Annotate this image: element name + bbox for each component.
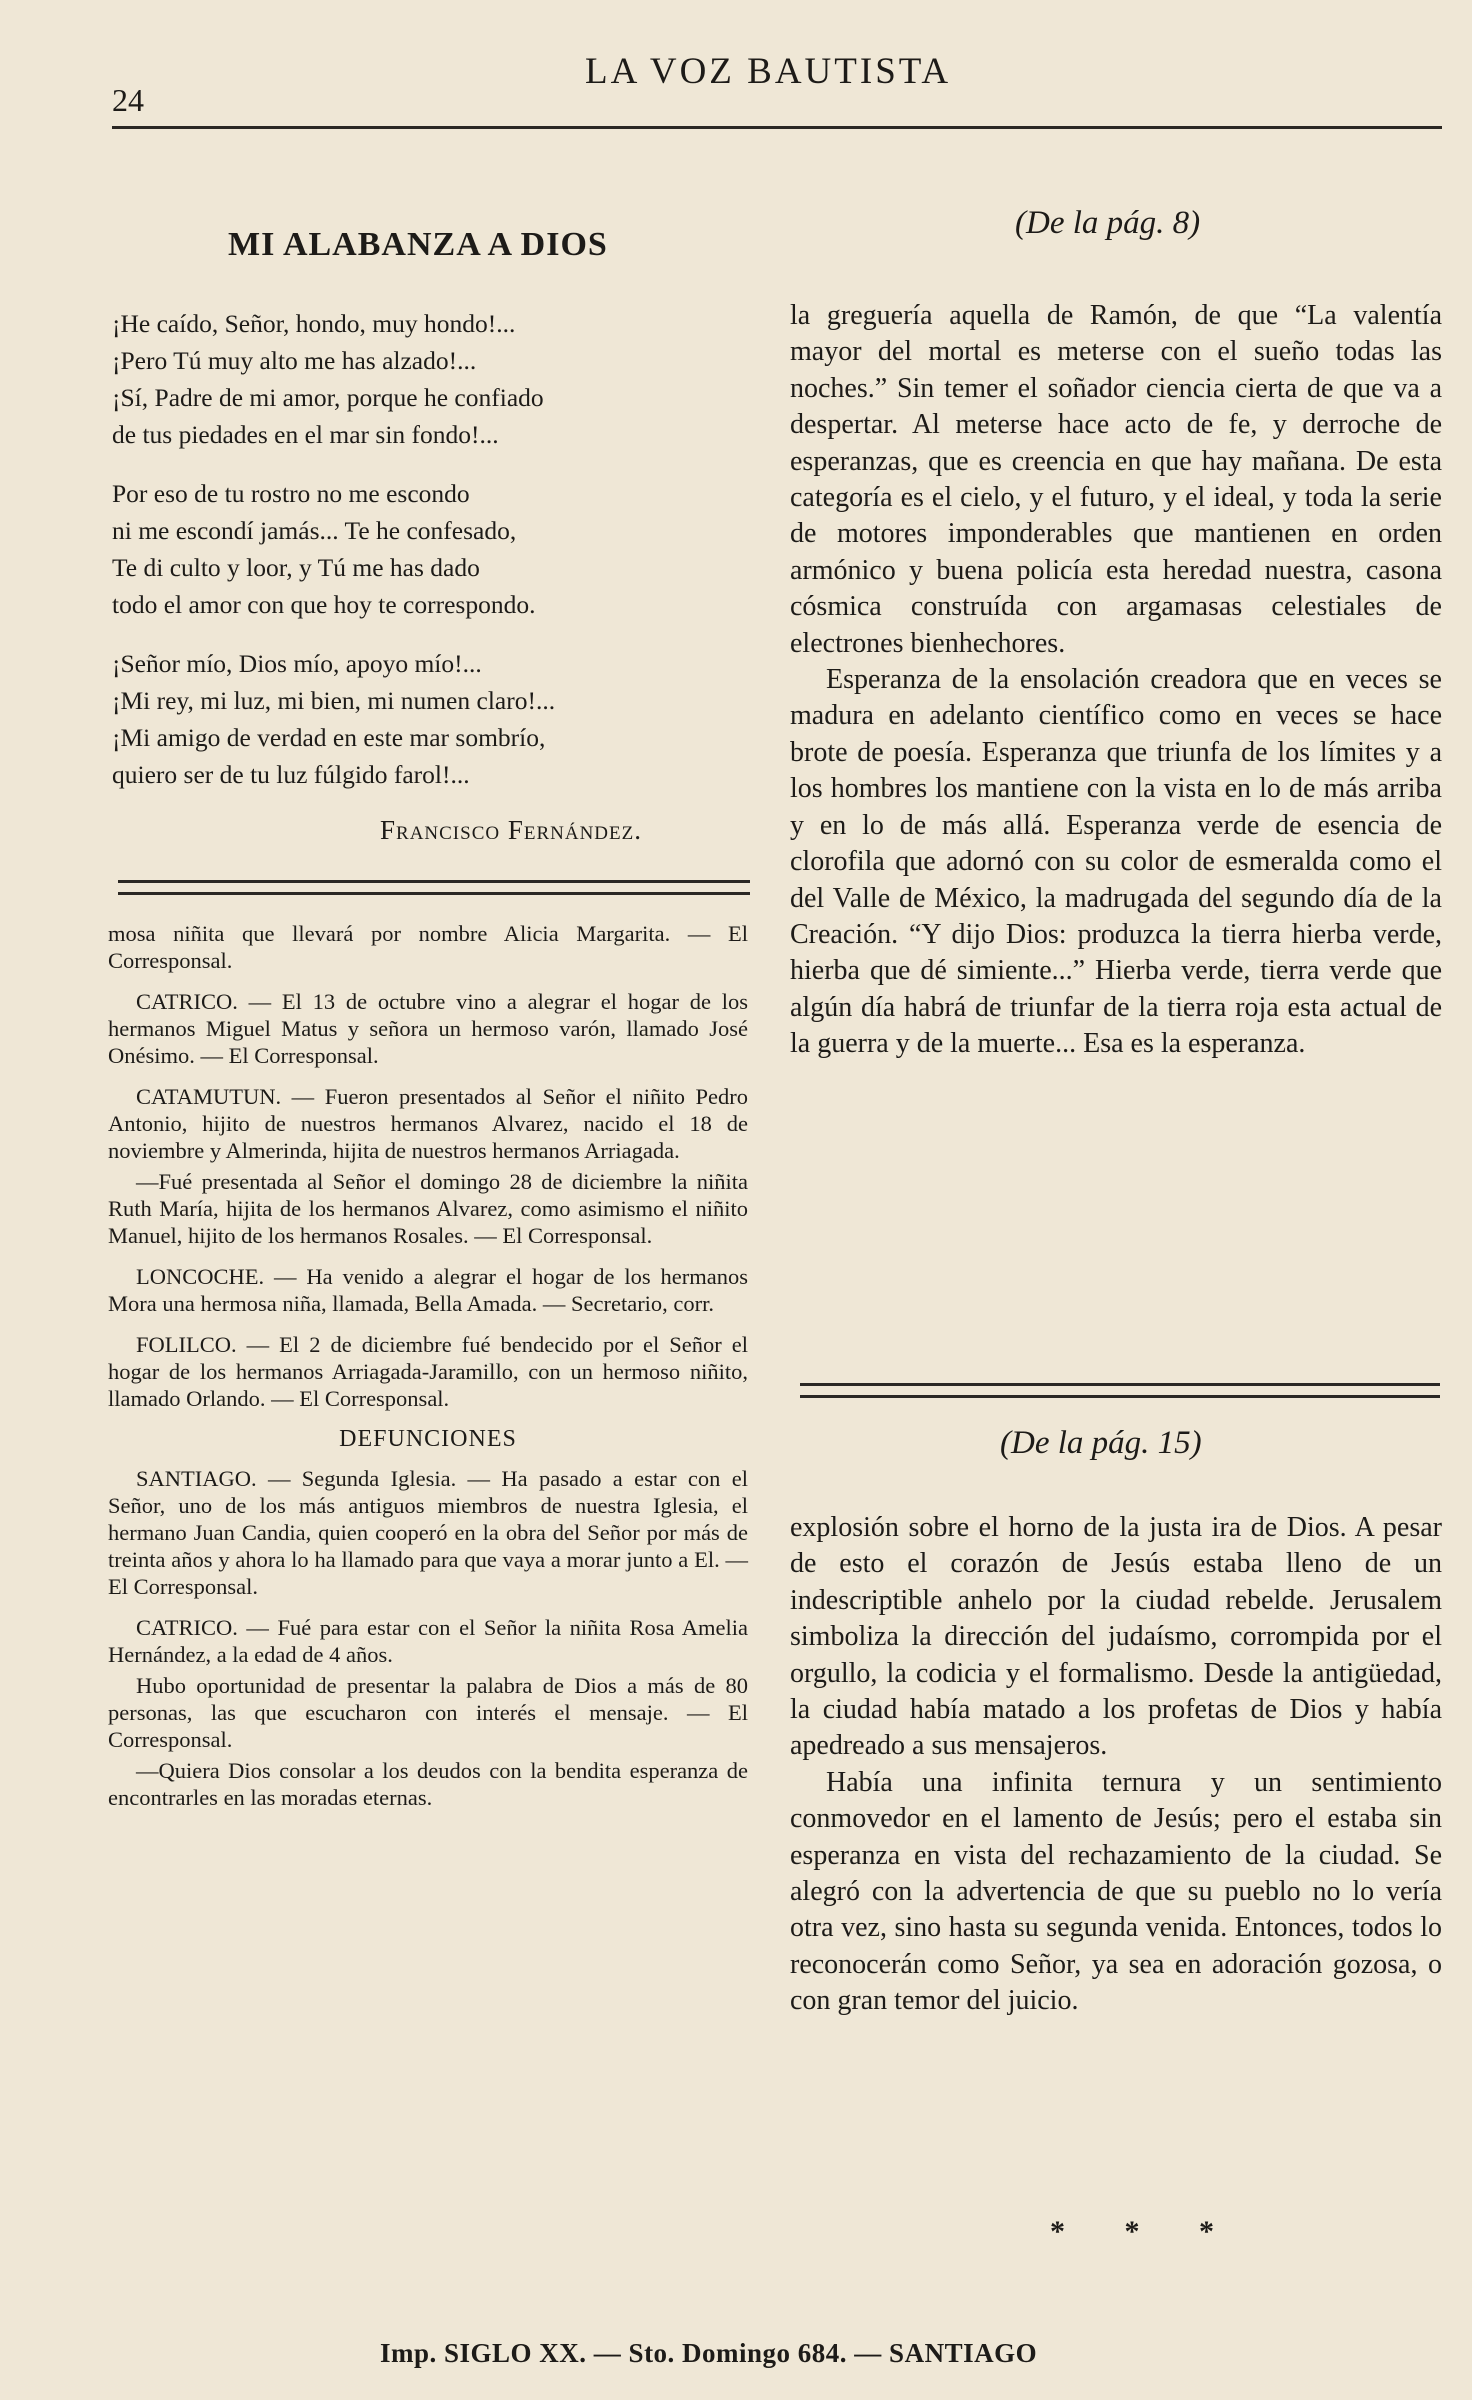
- poem-stanza: [112, 305, 752, 453]
- header-rule: [112, 126, 1442, 129]
- poem-line: ¡Mi rey, mi luz, mi bien, mi numen claro!...: [112, 686, 556, 715]
- article-paragraph: Había una infinita ternura y un sentimiento conmovedor en el lamento de Jesús; pero el estaba sin esperanza en vista del rechazamiento de la ciudad. Se alegró con la advertencia de que su pueblo no lo vería otra vez, sino hasta su segunda venida. Entonces, todos lo reconocerán como Señor, ya sea en adoración gozosa, o con gran temor del juicio.: [790, 1766, 1442, 2017]
- poem-line: quiero ser de tu luz fúlgido farol!...: [112, 760, 470, 789]
- news-item: CATAMUTUN. — Fueron presentados al Señor el niñito Pedro Antonio, hijito de nuestros hermanos Alvarez, nacido el 18 de noviembre y Almerinda, hijita de nuestros hermanos Arriagada.: [108, 1084, 748, 1163]
- article-paragraph: la greguería aquella de Ramón, de que “La valentía mayor del mortal es meterse con el sueño todas las noches.” Sin temer el soñador ciencia cierta de que va a despertar. Al meterse hace acto de fe, y derroche de esperanzas, que es creencia en que hay mañana. De esta categoría es el cielo, y el futuro, y el ideal, y toda la serie de motores imponderables que mantienen en orden armónico y buena policía esta heredad nuestra, casona cósmica construída con argamasas celestiales de electrones bienhechores.: [790, 300, 1442, 659]
- article-paragraph: Esperanza de la ensolación creadora que en veces se madura en adelanto científico como en veces se hace brote de poesía. Esperanza que triunfa de los límites y a los hombres los mantiene con la vista en lo de más arriba y en lo de más allá. Esperanza verde de esencia de clorofila que adornó con su color de esmeralda como el del Valle de México, la madrugada del segundo día de la Creación. “Y dijo Dios: produzca la tierra hierba verde, hierba que dé simiente...” Hierba verde, tierra verde que algún día habrá de triunfar de la tierra roja esta actual de la guerra y de la muerte... Esa es la esperanza.: [790, 664, 1442, 1060]
- poem-line: ¡Mi amigo de verdad en este mar sombrío,: [112, 723, 546, 752]
- poem-line: ¡Sí, Padre de mi amor, porque he confiado: [112, 383, 544, 412]
- poem-line: ni me escondí jamás... Te he confesado,: [112, 516, 517, 545]
- poem-line: ¡Señor mío, Dios mío, apoyo mío!...: [112, 649, 482, 678]
- poem-line: todo el amor con que hoy te correspondo.: [112, 590, 536, 619]
- defunciones-heading: DEFUNCIONES: [339, 1426, 517, 1452]
- page-number: 24: [112, 82, 144, 118]
- section-ornament: * * *: [1050, 2215, 1240, 2248]
- news-item: LONCOCHE. — Ha venido a alegrar el hogar de los hermanos Mora una hermosa niña, llamada, Bella Amada. — Secretario, corr.: [108, 1264, 748, 1316]
- poem-line: ¡Pero Tú muy alto me has alzado!...: [112, 346, 477, 375]
- poem-line: ¡He caído, Señor, hondo, muy hondo!...: [112, 309, 516, 338]
- poem-line: de tus piedades en el mar sin fondo!...: [112, 420, 499, 449]
- poem-line: Por eso de tu rostro no me escondo: [112, 479, 470, 508]
- poem-line: Te di culto y loor, y Tú me has dado: [112, 553, 480, 582]
- poem-stanza: [112, 645, 752, 793]
- continuation-ref-15: (De la pág. 15): [1000, 1425, 1202, 1461]
- section-divider: [118, 880, 750, 895]
- continuation-ref-8: (De la pág. 8): [1015, 205, 1201, 241]
- article-continuation-15: [790, 1510, 1442, 2020]
- news-item: FOLILCO. — El 2 de diciembre fué bendecido por el Señor el hogar de los hermanos Arriagada-Jaramillo, con un hermoso niñito, llamado Orlando. — El Corresponsal.: [108, 1332, 748, 1411]
- news-item: mosa niñita que llevará por nombre Alicia Margarita. — El Corresponsal.: [108, 921, 748, 973]
- death-notice: Hubo oportunidad de presentar la palabra de Dios a más de 80 personas, las que escucharon con interés el mensaje. — El Corresponsal.: [108, 1673, 748, 1752]
- article-continuation-8: [790, 298, 1442, 1063]
- poem-author: Francisco Fernández.: [380, 815, 642, 845]
- section-divider: [800, 1383, 1440, 1398]
- poem-stanza: [112, 475, 752, 623]
- news-item: CATRICO. — El 13 de octubre vino a alegrar el hogar de los hermanos Miguel Matus y señora un hermoso varón, llamado José Onésimo. — El Corresponsal.: [108, 989, 748, 1068]
- news-column: [108, 920, 748, 1825]
- death-notice: —Quiera Dios consolar a los deudos con la bendita esperanza de encontrarles en las moradas eternas.: [108, 1758, 748, 1810]
- article-paragraph: explosión sobre el horno de la justa ira de Dios. A pesar de esto el corazón de Jesús estaba lleno de un indescriptible anhelo por la ciudad rebelde. Jerusalem simboliza la dirección del judaísmo, corrompida por el orgullo, la codicia y el formalismo. Desde la antigüedad, la ciudad había matado a los profetas de Dios y había apedreado a sus mensajeros.: [790, 1512, 1442, 1762]
- poem-title: MI ALABANZA A DIOS: [228, 226, 608, 263]
- death-notice: SANTIAGO. — Segunda Iglesia. — Ha pasado a estar con el Señor, uno de los más antiguos miembros de nuestra Iglesia, el hermano Juan Candia, quien cooperó en la obra del Señor por más de treinta años y ahora lo ha llamado para que vaya a morar junto a El. — El Corresponsal.: [108, 1466, 748, 1599]
- printer-imprint: Imp. SIGLO XX. — Sto. Domingo 684. — SANTIAGO: [380, 2338, 1038, 2368]
- news-item: —Fué presentada al Señor el domingo 28 de diciembre la niñita Ruth María, hijita de los hermanos Alvarez, como asimismo el niñito Manuel, hijito de los hermanos Rosales. — El Corresponsal.: [108, 1169, 748, 1248]
- poem-body: [112, 305, 752, 815]
- publication-title: LA VOZ BAUTISTA: [585, 51, 952, 92]
- death-notice: CATRICO. — Fué para estar con el Señor la niñita Rosa Amelia Hernández, a la edad de 4 años.: [108, 1615, 748, 1667]
